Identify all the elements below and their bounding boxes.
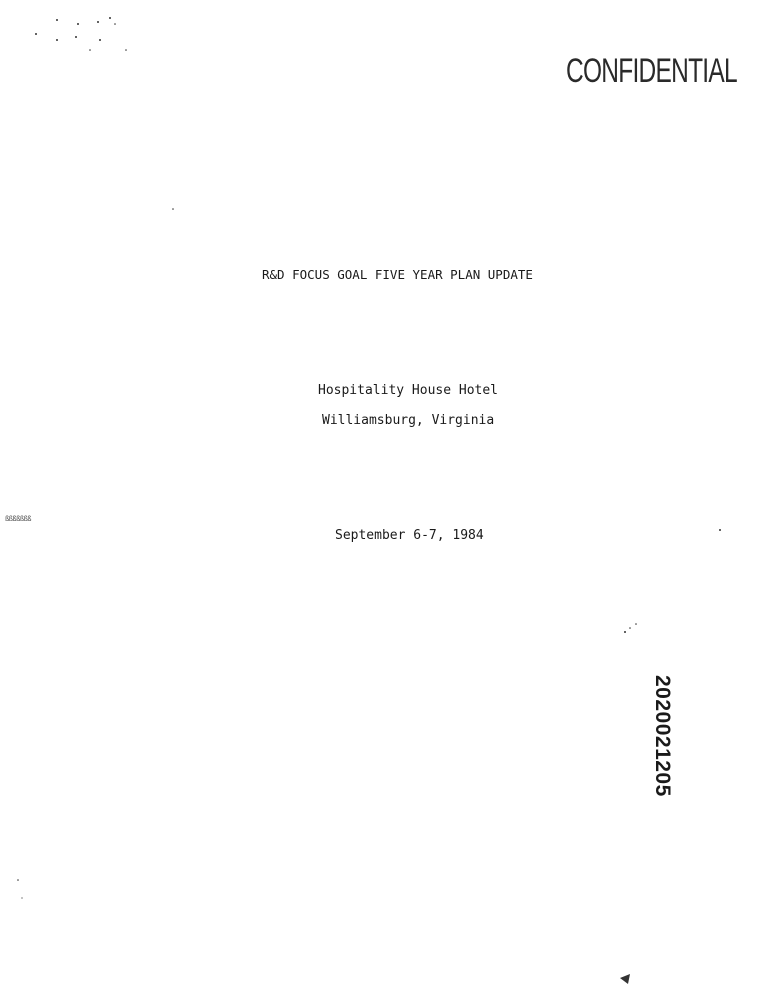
confidential-stamp: CONFIDENTIAL [566, 52, 737, 90]
meeting-date: September 6-7, 1984 [335, 528, 484, 543]
venue-location: Williamsburg, Virginia [322, 413, 495, 428]
bates-number [640, 675, 680, 805]
venue-name: Hospitality House Hotel [318, 383, 499, 398]
document-title: R&D FOCUS GOAL FIVE YEAR PLAN UPDATE [262, 267, 533, 282]
bates-number-text: 2020021205 [651, 675, 674, 797]
margin-mark: ßßßßßßß [5, 515, 32, 523]
